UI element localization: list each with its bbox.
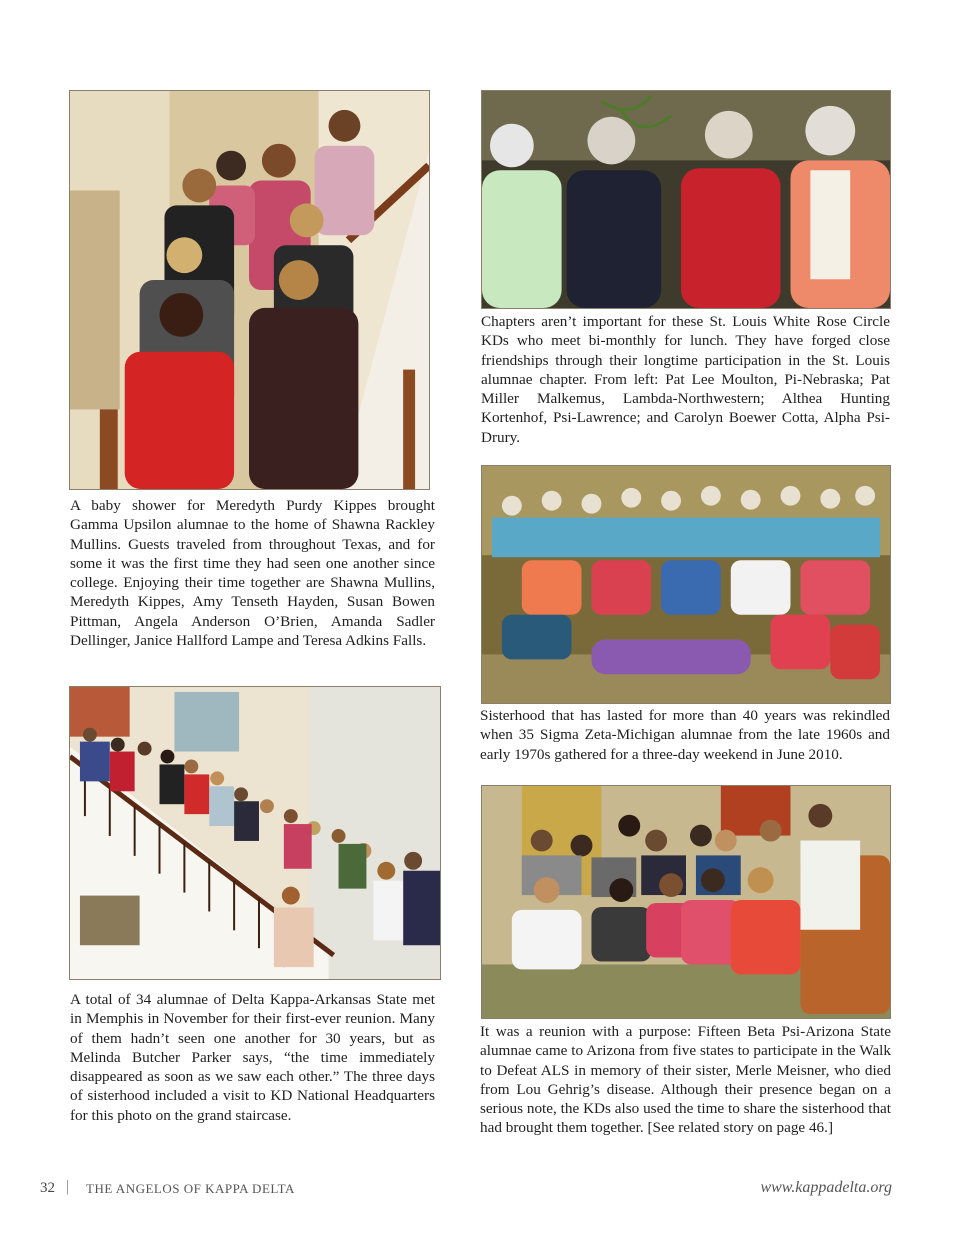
caption-st-louis: Chapters aren’t important for these St. Louis White Rose Circle KDs who meet bi-monthly for lunch. They have forged close friendships through their longtime participation in the St. Louis alumnae chapter. From left: Pat Lee Moulton, Pi-Nebraska; Pat Miller Malkemus, Lambda-Northwestern; Althea Hunting Kortenhof, Psi-Lawrence; and Carolyn Boewer Cotta, Alpha Psi-Drury. xyxy=(481,313,890,446)
caption-baby-shower: A baby shower for Meredyth Purdy Kippes brought Gamma Upsilon alumnae to the home of Shawna Rackley Mullins. Guests traveled from throughout Texas, and for some it was the first time they had seen one another since college. Enjoying their time together are Shawna Mullins, Meredyth Kippes, Amy Tenseth Hayden, Susan Bowen Pittman, Angela Anderson O’Brien, Amanda Sadler Dellinger, Janice Hallford Lampe and Teresa Adkins Falls. xyxy=(70,497,435,650)
page-number: 32 xyxy=(40,1180,55,1196)
photo-baby-shower xyxy=(69,90,430,490)
photo-st-louis xyxy=(481,90,891,309)
photo-sigma-zeta xyxy=(481,465,891,704)
photo-delta-kappa xyxy=(69,686,441,980)
footer-separator: | xyxy=(66,1178,70,1195)
publication-title: THE ANGELOS OF KAPPA DELTA xyxy=(86,1181,295,1196)
page-footer xyxy=(40,1178,892,1202)
website-link[interactable]: www.kappadelta.org xyxy=(760,1179,892,1196)
photo-beta-psi xyxy=(481,785,891,1019)
caption-sigma-zeta: Sisterhood that has lasted for more than 40 years was rekindled when 35 Sigma Zeta-Michigan alumnae from the late 1960s and early 1970s gathered for a three-day weekend in June 2010. xyxy=(480,707,890,763)
caption-beta-psi: It was a reunion with a purpose: Fifteen Beta Psi-Arizona State alumnae came to Arizona from five states to participate in the Walk to Defeat ALS in memory of their sister, Merle Meisner, who died from Lou Gehrig’s disease. Although their presence began on a serious note, the KDs also used the time to share the sisterhood that had brought them together. [See related story on page 46.] xyxy=(480,1023,891,1137)
caption-delta-kappa: A total of 34 alumnae of Delta Kappa-Arkansas State met in Memphis in November for their first-ever reunion. Many of them hadn’t seen one another for 30 years, but as Melinda Butcher Parker says, “the time immediately disappeared as soon as we saw each other.” The three days of sisterhood included a visit to KD National Headquarters for this photo on the grand staircase. xyxy=(70,991,435,1124)
